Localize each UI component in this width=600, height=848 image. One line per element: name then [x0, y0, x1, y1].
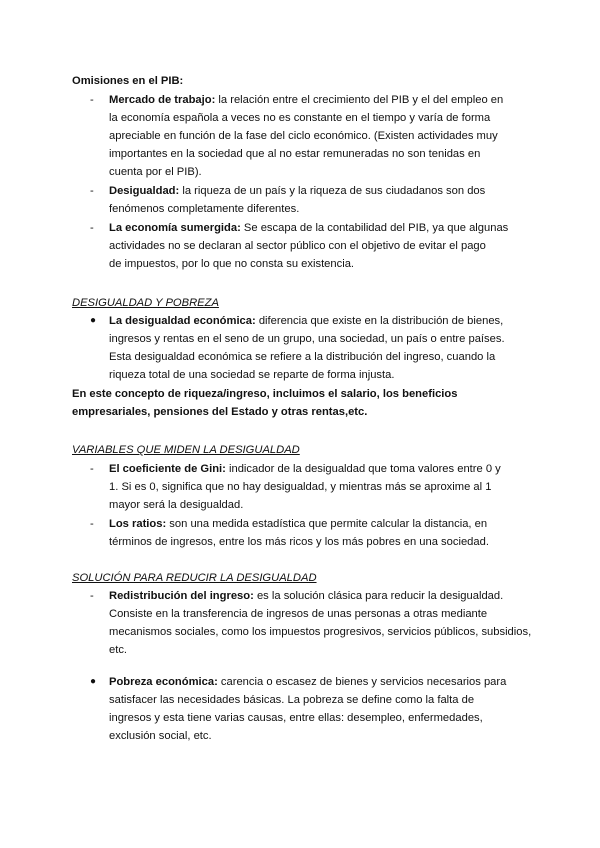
item-text: diferencia que existe en la distribución de bienes,	[255, 315, 504, 327]
note-text: empresariales, pensiones del Estado y otras rentas,etc.	[72, 406, 368, 418]
section-title-omisiones: Omisiones en el PIB:	[72, 75, 184, 87]
item-label: La desigualdad económica:	[109, 315, 256, 327]
item-text: la economía española a veces no es constante en el tiempo y varía de forma	[109, 112, 491, 124]
list-item-economia-sumergida	[109, 219, 508, 237]
item-text: ingresos y rentas en el seno de un grupo, una sociedad, un país o entre países.	[109, 333, 505, 345]
item-text: de impuestos, por lo que no consta su existencia.	[109, 258, 355, 270]
item-text: Se escapa de la contabilidad del PIB, ya que algunas	[240, 222, 509, 234]
item-text: etc.	[109, 644, 128, 656]
item-text: satisfacer las necesidades básicas. La pobreza se define como la falta de	[109, 694, 475, 706]
item-text: mecanismos sociales, como los impuestos progresivos, servicios públicos, subsidios,	[109, 626, 532, 638]
item-text: es la solución clásica para reducir la desigualdad.	[253, 590, 504, 602]
item-text: Consiste en la transferencia de ingresos de unas personas a otras mediante	[109, 608, 488, 620]
item-text: la relación entre el crecimiento del PIB y el del empleo en	[215, 94, 504, 106]
item-text: exclusión social, etc.	[109, 730, 212, 742]
dash-marker: -	[90, 590, 94, 602]
dash-marker: -	[90, 94, 94, 106]
list-item-desigualdad	[109, 182, 485, 200]
item-label: Desigualdad:	[109, 185, 180, 197]
item-text: 1. Si es 0, significa que no hay desigualdad, y mientras más se aproxime al 1	[109, 481, 492, 493]
item-text: son una medida estadística que permite calcular la distancia, en	[166, 518, 488, 530]
item-text: indicador de la desigualdad que toma valores entre 0 y	[225, 463, 501, 475]
item-label: El coeficiente de Gini:	[109, 463, 226, 475]
item-label: La economía sumergida:	[109, 222, 241, 234]
item-text: actividades no se declaran al sector público con el objetivo de evitar el pago	[109, 240, 486, 252]
note-text: En este concepto de riqueza/ingreso, incluimos el salario, los beneficios	[72, 388, 458, 400]
dash-marker: -	[90, 185, 94, 197]
item-text: la riqueza de un país y la riqueza de sus ciudadanos son dos	[179, 185, 486, 197]
item-label: Pobreza económica:	[109, 676, 218, 688]
item-text: ingresos y esta tiene varias causas, entre ellas: desempleo, enfermedades,	[109, 712, 483, 724]
item-text: riqueza total de una sociedad se reparte de forma injusta.	[109, 369, 395, 381]
dash-marker: -	[90, 518, 94, 530]
list-item-gini	[109, 460, 501, 478]
item-label: Mercado de trabajo:	[109, 94, 216, 106]
item-text: apreciable en función de la fase del ciclo económico. (Existen actividades muy	[109, 130, 498, 142]
item-text: Esta desigualdad económica se refiere a la distribución del ingreso, cuando la	[109, 351, 496, 363]
item-text: mayor será la desigualdad.	[109, 499, 244, 511]
item-text: importantes en la sociedad que al no estar remuneradas no son tenidas en	[109, 148, 481, 160]
section-heading-desigualdad: DESIGUALDAD Y POBREZA	[72, 297, 219, 309]
item-text: términos de ingresos, entre los más ricos y los más pobres en una sociedad.	[109, 536, 489, 548]
list-item-ratios	[109, 515, 487, 533]
item-text: cuenta por el PIB).	[109, 166, 202, 178]
bullet-marker: ●	[90, 676, 97, 687]
item-label: Redistribución del ingreso:	[109, 590, 254, 602]
section-heading-solucion: SOLUCIÓN PARA REDUCIR LA DESIGUALDAD	[72, 572, 317, 584]
list-item-mercado	[109, 91, 503, 109]
dash-marker: -	[90, 463, 94, 475]
list-item-desigualdad-economica	[109, 312, 503, 330]
item-label: Los ratios:	[109, 518, 167, 530]
item-text: fenómenos completamente diferentes.	[109, 203, 300, 215]
list-item-pobreza	[109, 673, 506, 691]
bullet-marker: ●	[90, 315, 97, 326]
item-text: carencia o escasez de bienes y servicios necesarios para	[217, 676, 507, 688]
section-heading-variables: VARIABLES QUE MIDEN LA DESIGUALDAD	[72, 444, 300, 456]
dash-marker: -	[90, 222, 94, 234]
list-item-redistribucion	[109, 587, 503, 605]
